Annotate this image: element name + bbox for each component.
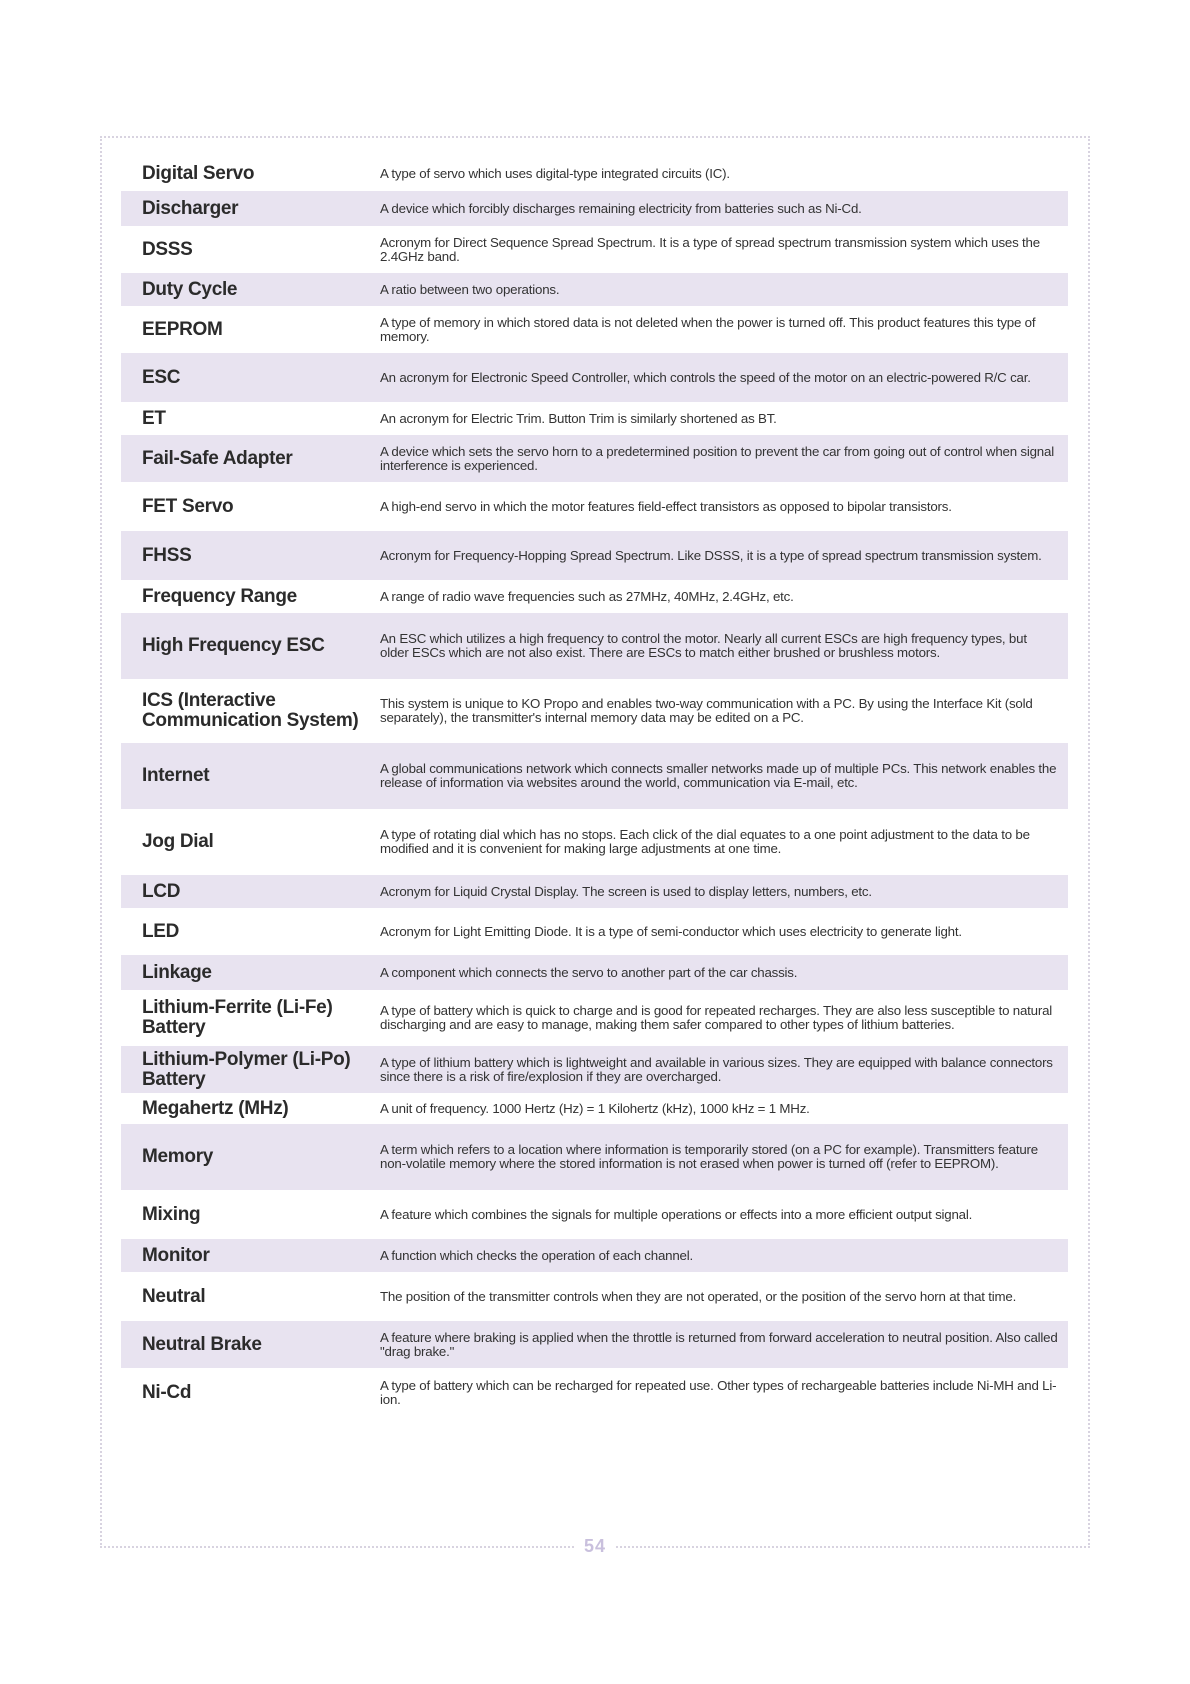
glossary-row bbox=[121, 908, 1068, 955]
glossary-row bbox=[121, 191, 1068, 226]
glossary-definition: A type of rotating dial which has no stops. Each click of the dial equates to a one point adjustment to the data to be modified and it is convenient for making large adjustments at one time. bbox=[380, 827, 1030, 856]
glossary-definition: A device which sets the servo horn to a predetermined position to prevent the car from going out of control when signal interference is experienced. bbox=[366, 435, 1068, 482]
glossary-table bbox=[121, 156, 1068, 1417]
glossary-row bbox=[121, 743, 1068, 809]
glossary-row bbox=[121, 226, 1068, 273]
glossary-definition: This system is unique to KO Propo and enables two-way communication with a PC. By using the Interface Kit (sold separately), the transmitter's internal memory data may be edited on a PC. bbox=[380, 696, 1033, 725]
page-number bbox=[0, 1536, 1190, 1557]
glossary-definition: A type of lithium battery which is lightweight and available in various sizes. They are equipped with balance connectors since there is a risk of fire/explosion if they are overcharged. bbox=[366, 1046, 1068, 1093]
glossary-row bbox=[121, 809, 1068, 875]
glossary-definition: A high-end servo in which the motor features field-effect transistors as opposed to bipolar transistors. bbox=[380, 498, 952, 514]
glossary-row bbox=[121, 613, 1068, 679]
glossary-definition: Acronym for Light Emitting Diode. It is a type of semi-conductor which uses electricity to generate light. bbox=[380, 923, 962, 939]
glossary-term: ESC bbox=[121, 353, 366, 402]
glossary-term: Jog Dial bbox=[142, 831, 214, 852]
glossary-definition: Acronym for Frequency-Hopping Spread Spectrum. Like DSSS, it is a type of spread spectrum transmission system. bbox=[366, 531, 1068, 580]
glossary-definition: A range of radio wave frequencies such as 27MHz, 40MHz, 2.4GHz, etc. bbox=[380, 588, 794, 604]
glossary-term: Digital Servo bbox=[142, 162, 255, 184]
glossary-row bbox=[121, 1093, 1068, 1124]
glossary-row bbox=[121, 875, 1068, 908]
glossary-definition: A feature where braking is applied when the throttle is returned from forward acceleration to neutral position. Also called "drag brake." bbox=[366, 1321, 1068, 1368]
glossary-term: DSSS bbox=[142, 238, 193, 260]
glossary-row bbox=[121, 273, 1068, 306]
glossary-definition: A feature which combines the signals for multiple operations or effects into a more efficient output signal. bbox=[380, 1206, 973, 1222]
glossary-definition: Acronym for Direct Sequence Spread Spectrum. It is a type of spread spectrum transmission system which uses the 2.4GHz band. bbox=[380, 234, 1040, 264]
glossary-row bbox=[121, 156, 1068, 191]
glossary-definition: Acronym for Liquid Crystal Display. The screen is used to display letters, numbers, etc. bbox=[366, 875, 1068, 908]
glossary-definition: A type of servo which uses digital-type integrated circuits (IC). bbox=[380, 165, 730, 181]
glossary-row bbox=[121, 531, 1068, 580]
glossary-row bbox=[121, 679, 1068, 743]
glossary-definition: An acronym for Electric Trim. Button Trim is similarly shortened as BT. bbox=[380, 410, 777, 426]
glossary-term: Memory bbox=[121, 1124, 366, 1190]
glossary-row bbox=[121, 306, 1068, 353]
glossary-row bbox=[121, 1190, 1068, 1239]
glossary-term: Neutral Brake bbox=[121, 1321, 366, 1368]
glossary-definition: A function which checks the operation of each channel. bbox=[366, 1239, 1068, 1272]
glossary-term: Lithium-Ferrite (Li-Fe) Battery bbox=[142, 997, 333, 1038]
glossary-term: Discharger bbox=[121, 191, 366, 226]
glossary-definition: A unit of frequency. 1000 Hertz (Hz) = 1 Kilohertz (kHz), 1000 kHz = 1 MHz. bbox=[380, 1100, 810, 1116]
glossary-term: EEPROM bbox=[142, 318, 223, 340]
glossary-row bbox=[121, 580, 1068, 613]
glossary-definition: A ratio between two operations. bbox=[366, 273, 1068, 306]
glossary-term: High Frequency ESC bbox=[121, 613, 366, 679]
glossary-row bbox=[121, 1321, 1068, 1368]
glossary-row bbox=[121, 353, 1068, 402]
glossary-term: LCD bbox=[121, 875, 366, 908]
glossary-definition: The position of the transmitter controls when they are not operated, or the position of the servo horn at that time. bbox=[380, 1288, 1017, 1304]
glossary-definition: A type of memory in which stored data is not deleted when the power is turned off. This product features this type of memory. bbox=[380, 314, 1036, 344]
glossary-definition: A global communications network which connects smaller networks made up of multiple PCs. This network enables the release of information via websites around the world, communication via E-mail, etc. bbox=[366, 743, 1068, 809]
glossary-row bbox=[121, 955, 1068, 990]
glossary-term: ICS (Interactive Communication System) bbox=[142, 690, 359, 731]
glossary-definition: An ESC which utilizes a high frequency to control the motor. Nearly all current ESCs are high frequency types, but older ESCs which are not also exist. There are ESCs to match either brushed or brushless motors. bbox=[366, 613, 1068, 679]
glossary-term: Duty Cycle bbox=[121, 273, 366, 306]
glossary-term: Frequency Range bbox=[142, 585, 297, 607]
glossary-definition: A component which connects the servo to another part of the car chassis. bbox=[366, 955, 1068, 990]
glossary-term: Internet bbox=[121, 743, 366, 809]
glossary-definition: A term which refers to a location where information is temporarily stored (on a PC for example). Transmitters feature non-volatile memory where the stored information is not erased when power is turned off (refer to EEPROM). bbox=[366, 1124, 1068, 1190]
glossary-definition: A device which forcibly discharges remaining electricity from batteries such as Ni-Cd. bbox=[366, 191, 1068, 226]
glossary-row bbox=[121, 1124, 1068, 1190]
glossary-row bbox=[121, 435, 1068, 482]
glossary-term: ET bbox=[142, 407, 166, 429]
glossary-term: Monitor bbox=[121, 1239, 366, 1272]
glossary-term: FHSS bbox=[121, 531, 366, 580]
glossary-row bbox=[121, 1368, 1068, 1417]
glossary-term: Ni-Cd bbox=[142, 1381, 192, 1403]
glossary-term: Fail-Safe Adapter bbox=[121, 435, 366, 482]
glossary-row bbox=[121, 1046, 1068, 1093]
glossary-row bbox=[121, 1239, 1068, 1272]
glossary-definition: A type of battery which is quick to charge and is good for repeated recharges. They are also less susceptible to natural discharging and are easy to manage, making them safer compared to other types of lithium batteries. bbox=[380, 1003, 1053, 1032]
glossary-term: Lithium-Polymer (Li-Po) Battery bbox=[121, 1046, 366, 1093]
glossary-term: FET Servo bbox=[142, 495, 234, 517]
glossary-row bbox=[121, 482, 1068, 531]
glossary-row bbox=[121, 990, 1068, 1046]
glossary-row bbox=[121, 402, 1068, 435]
glossary-definition: An acronym for Electronic Speed Controller, which controls the speed of the motor on an electric-powered R/C car. bbox=[366, 353, 1068, 402]
glossary-term: Megahertz (MHz) bbox=[142, 1097, 289, 1119]
glossary-definition: A type of battery which can be recharged for repeated use. Other types of rechargeable batteries include Ni-MH and Li-ion. bbox=[380, 1377, 1057, 1407]
glossary-term: Linkage bbox=[121, 955, 366, 990]
glossary-row bbox=[121, 1272, 1068, 1321]
page-number-text: 54 bbox=[576, 1536, 614, 1556]
glossary-term: Neutral bbox=[142, 1285, 206, 1307]
glossary-term: LED bbox=[142, 920, 180, 942]
glossary-term: Mixing bbox=[142, 1203, 201, 1225]
glossary-body bbox=[121, 156, 1068, 1417]
